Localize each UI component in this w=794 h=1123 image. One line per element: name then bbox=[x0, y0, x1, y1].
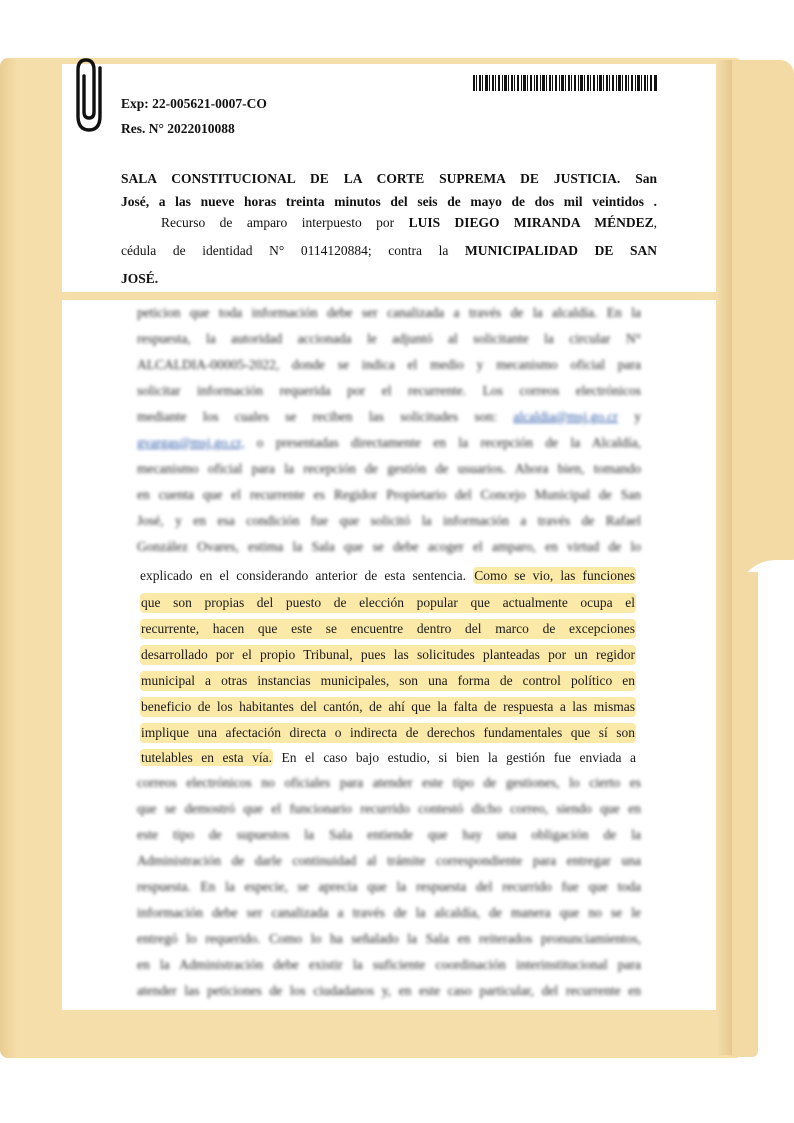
blurred-line: José, y en esa condición fue que solicitó la información a través de Rafael bbox=[137, 513, 641, 528]
blurred-line: solicitar información requerida por el recurrente. Los correos electrónicos bbox=[137, 383, 641, 398]
blurred-line: en la Administración debe existir la suficiente coordinación interinstitucional para bbox=[137, 957, 641, 972]
resolution-number: Res. N° 2022010088 bbox=[121, 121, 235, 136]
highlighted-line: desarrollado por el propio Tribunal, pues las solicitudes planteadas por un regidor bbox=[140, 645, 636, 665]
blurred-line: Administración de darle continuidad al trámite correspondiente para entregar una bbox=[137, 853, 641, 868]
blurred-line: entregó lo requerido. Como lo ha señalado la Sala en reiterados pronunciamientos, bbox=[137, 931, 641, 946]
email-link[interactable]: gvargas@msj.go.cr, bbox=[137, 435, 245, 450]
caption-line-2: José, a las nueve horas treinta minutos del seis de mayo de dos mil veintidos . bbox=[121, 194, 657, 209]
caption-line-1: SALA CONSTITUCIONAL DE LA CORTE SUPREMA DE JUSTICIA. San bbox=[121, 171, 657, 186]
paperclip-icon bbox=[70, 56, 110, 134]
folder-edge-shadow bbox=[718, 60, 732, 1055]
clear-line: explicado en el considerando anterior de esta sentencia. Como se vio, las funciones bbox=[140, 568, 636, 583]
blurred-line: correos electrónicos no oficiales para atender este tipo de gestiones, lo cierto es bbox=[137, 775, 641, 790]
blurred-line: respuesta. En la especie, se aprecia que la respuesta del recurrido fue que toda bbox=[137, 879, 641, 894]
blurred-line: mecanismo oficial para la recepción de gestión de usuarios. Ahora bien, tomando bbox=[137, 461, 641, 476]
caption-line-3: Recurso de amparo interpuesto por LUIS DIEGO MIRANDA MÉNDEZ, bbox=[161, 215, 657, 230]
case-caption bbox=[121, 166, 657, 290]
highlight: tutelables en esta vía. bbox=[141, 750, 272, 765]
blurred-line: atender las peticiones de los ciudadanos y, en este caso particular, del recurrente en bbox=[137, 983, 641, 998]
blurred-line: que se demostró que el funcionario recurrido contestó dicho correo, siendo que en bbox=[137, 801, 641, 816]
blurred-line: González Ovares, estima la Sala que se debe acoger el amparo, en virtud de lo bbox=[137, 539, 641, 554]
blurred-line-with-link: mediante los cuales se reciben las solicitudes son: alcaldia@msj.go.cr y bbox=[137, 409, 642, 424]
email-link[interactable]: alcaldia@msj.go.cr bbox=[513, 409, 618, 424]
caption-line-5: JOSÉ. bbox=[121, 271, 159, 286]
blurred-line: ALCALDIA-00005-2022, donde se indica el medio y mecanismo oficial para bbox=[137, 357, 641, 372]
folder-tab bbox=[730, 60, 794, 572]
expediente-number: Exp: 22-005621-0007-CO bbox=[121, 96, 267, 111]
highlighted-line: municipal a otras instancias municipales, son una forma de control político en bbox=[140, 671, 636, 691]
barcode bbox=[473, 75, 657, 91]
blurred-line: este tipo de supuestos la Sala entiende que hay una obligación de la bbox=[137, 827, 641, 842]
blurred-line: respuesta, la autoridad accionada le adjuntó al solicitante la circular N° bbox=[137, 331, 641, 346]
blurred-line-with-link: gvargas@msj.go.cr, o presentadas directamente en la recepción de la Alcaldía, bbox=[137, 435, 641, 450]
blurred-line: peticion que toda información debe ser canalizada a través de la alcaldía. En la bbox=[137, 305, 641, 320]
highlighted-line: implique una afectación directa o indirecta de derechos fundamentales que sí son bbox=[140, 723, 636, 743]
blurred-line: información debe ser canalizada a través de la alcaldía, de manera que no se le bbox=[137, 905, 641, 920]
highlighted-line: que son propias del puesto de elección popular que actualmente ocupa el bbox=[140, 593, 636, 613]
highlighted-line: recurrente, hacen que este se encuentre dentro del marco de excepciones bbox=[140, 619, 636, 639]
blurred-line: en cuenta que el recurrente es Regidor Propietario del Concejo Municipal de San bbox=[137, 487, 641, 502]
clear-line: tutelables en esta vía. En el caso bajo estudio, si bien la gestión fue enviada a bbox=[141, 750, 636, 765]
folder-left-edge bbox=[0, 58, 18, 1058]
highlighted-line: beneficio de los habitantes del cantón, de ahí que la falta de respuesta a las mismas bbox=[140, 697, 636, 717]
folder-lower-flap bbox=[728, 572, 758, 1057]
caption-line-4: cédula de identidad N° 0114120884; contra la MUNICIPALIDAD DE SAN bbox=[121, 243, 657, 258]
highlight: Como se vio, las funciones bbox=[474, 568, 636, 583]
